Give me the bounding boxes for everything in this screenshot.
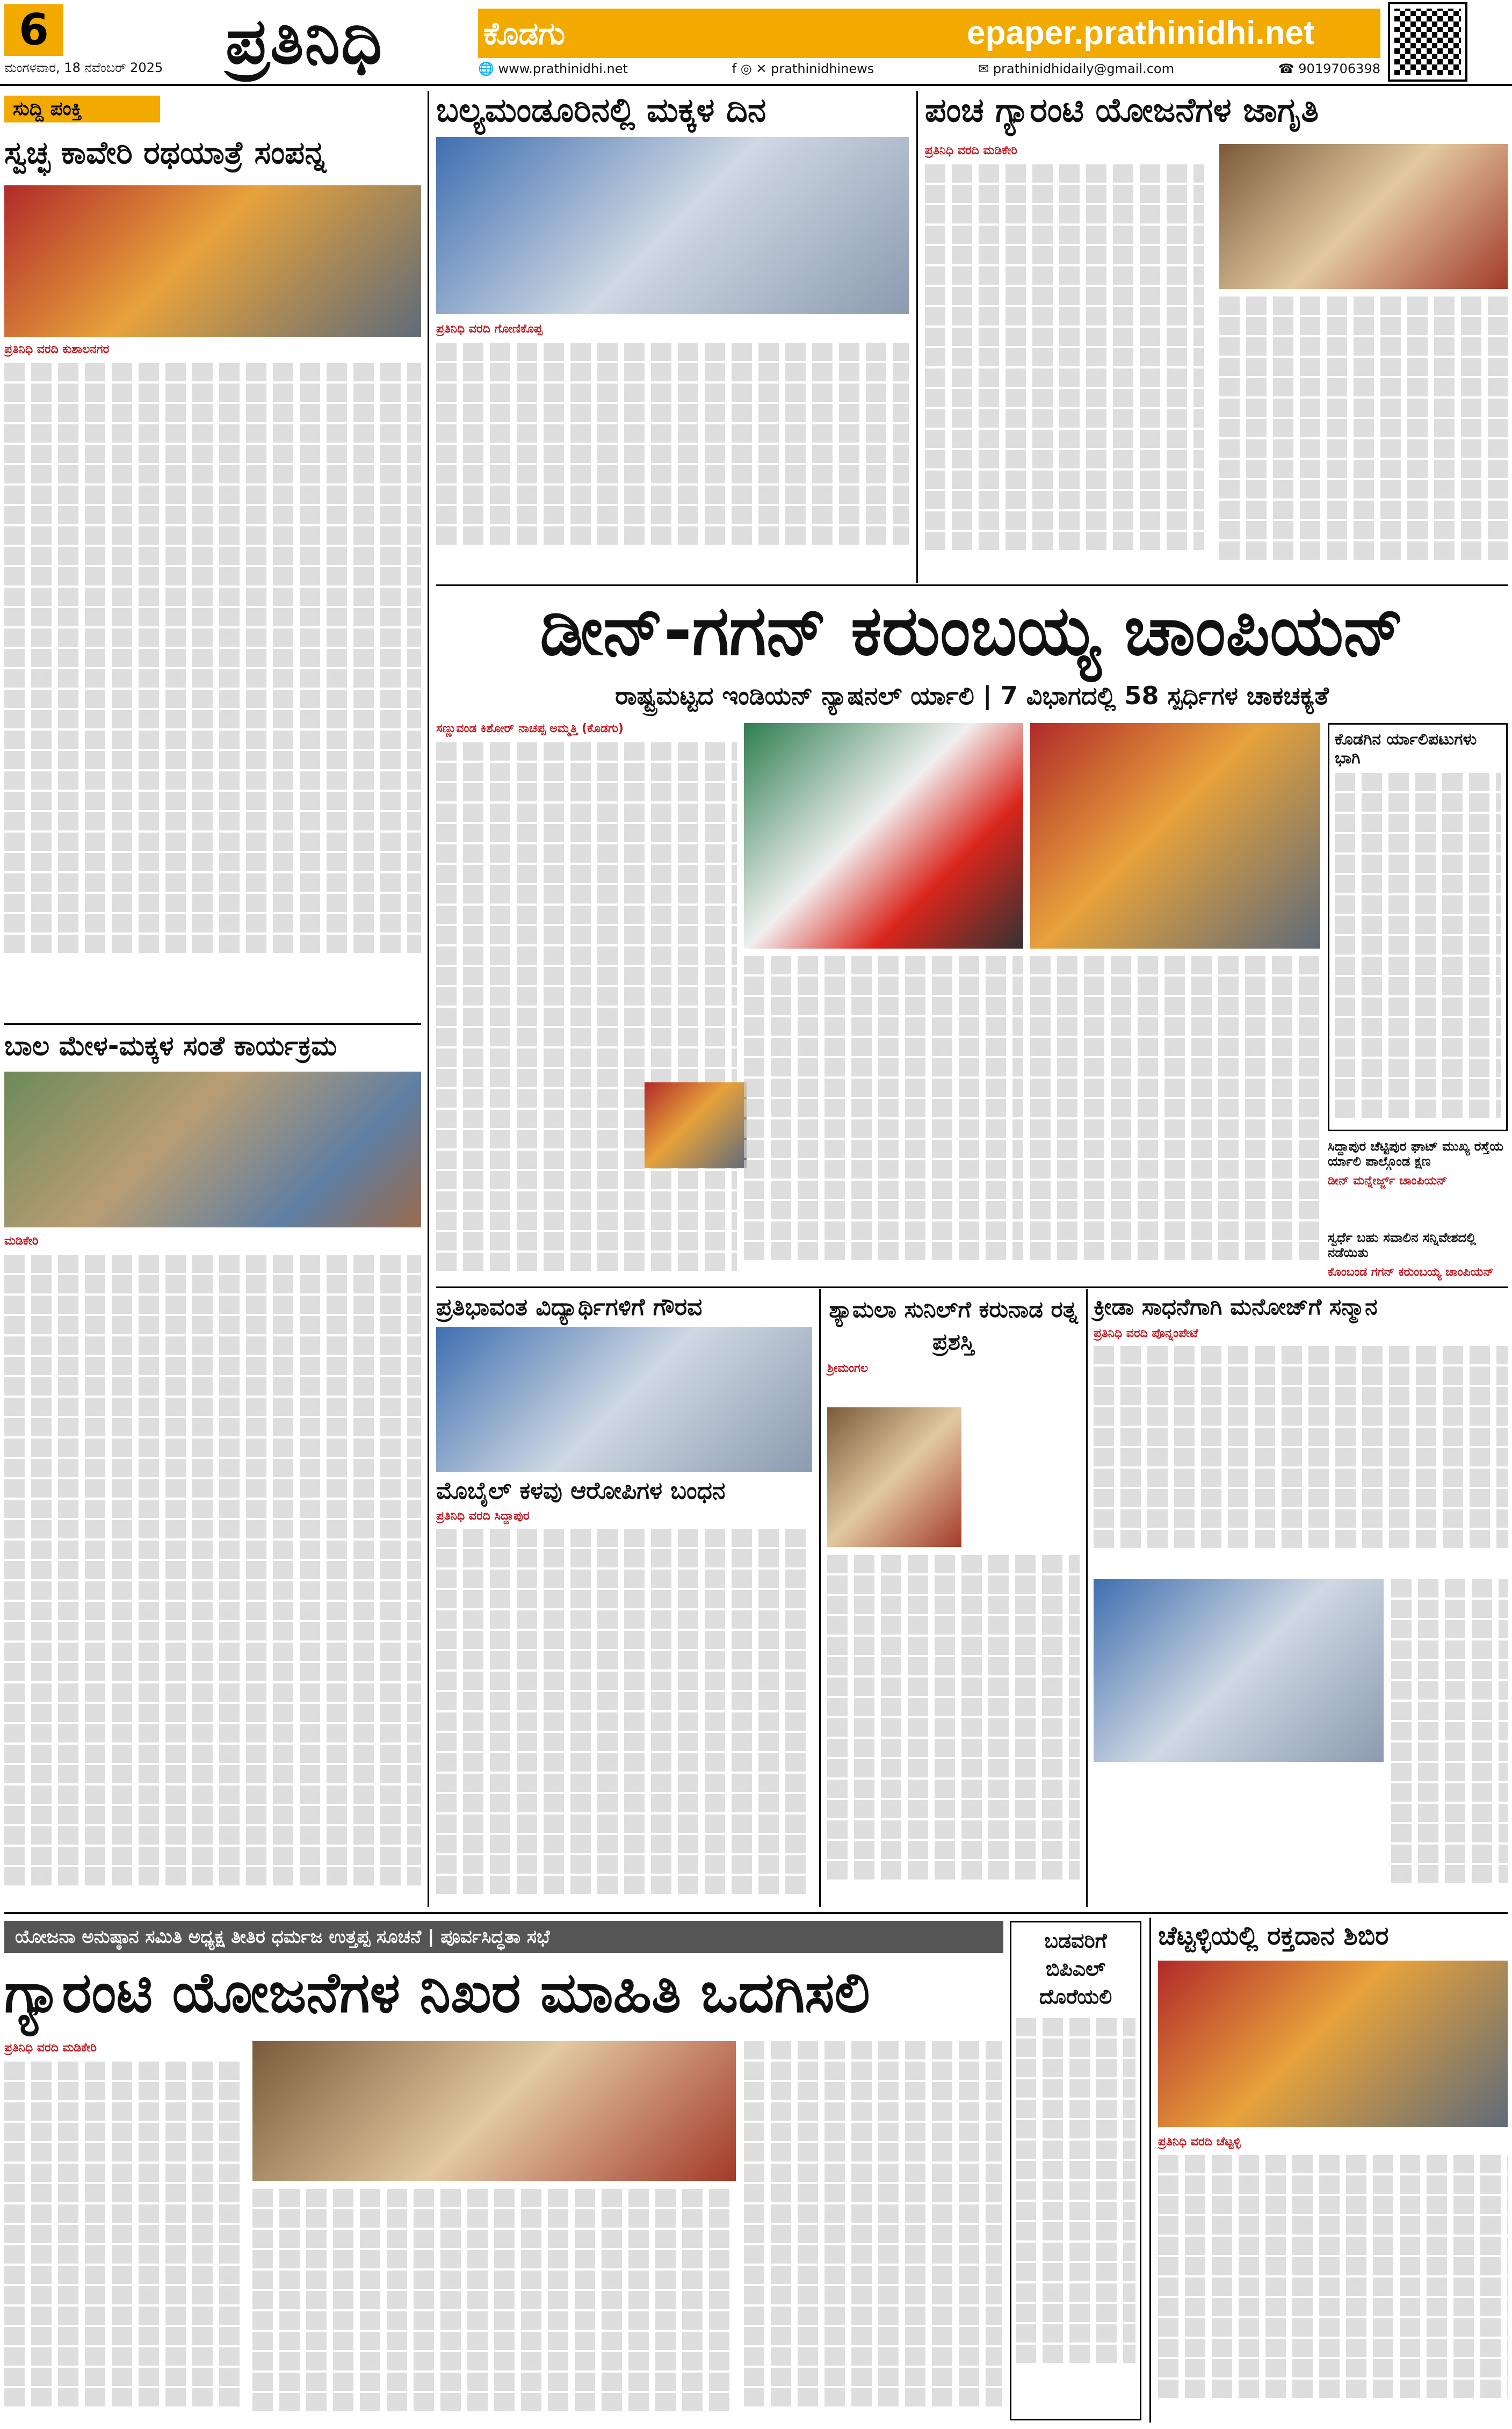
manoj-headline: ಕ್ರೀಡಾ ಸಾಧನೆಗಾಗಿ ಮನೋಜ್‌ಗೆ ಸನ್ಮಾನ (1094, 1293, 1378, 1320)
district-label: ಕೊಡಗು (483, 15, 566, 52)
manoj-body (1094, 1346, 1508, 1572)
rally-photo-podium (744, 723, 1023, 949)
rally-body-2 (744, 956, 1023, 1278)
phone-theft-byline: ಪ್ರತಿನಿಧಿ ವರದಿ ಸಿದ್ದಾಪುರ (436, 1509, 530, 1523)
shyamala-byline: ಶ್ರೀಮಂಗಲ (827, 1362, 869, 1375)
social-icons: f ◎ ✕ prathinidhinews (732, 61, 874, 76)
guarantee-info-byline: ಪ್ರತಿನಿಧಿ ವರದಿ ಮಡಿಕೇರಿ (4, 2041, 97, 2055)
website-link[interactable]: www.prathinidhi.net (498, 61, 628, 76)
guarantee-info-body-3 (744, 2041, 1002, 2420)
column-rule (916, 91, 918, 583)
kaveri-byline: ಪ್ರತಿನಿಧಿ ವರದಿ ಕುಶಾಲನಗರ (4, 343, 110, 356)
guarantee-awareness-photo (1219, 144, 1508, 289)
bpl-sidebar-body (1016, 2018, 1135, 2363)
rally-sidebar-title: ಕೊಡಗಿನ ರ್ಯಾಲಿಪಟುಗಳು ಭಾಗಿ (1335, 730, 1477, 768)
guarantee-info-photo (252, 2041, 736, 2181)
manoj-photo (1094, 1579, 1384, 1762)
newspaper-logo: ಪ್ರತಿನಿಧಿ (226, 3, 384, 78)
students-honour-photo (436, 1327, 812, 1472)
issue-date: ಮಂಗಳವಾರ, 18 ನವೆಂಬರ್ 2025 (4, 60, 163, 75)
students-honour-headline: ಪ್ರತಿಭಾವಂತ ವಿದ್ಯಾರ್ಥಿಗಳಿಗೆ ಗೌರವ (436, 1293, 703, 1321)
quote-text: ಸ್ವರ್ಧೆ ಬಹು ಸವಾಲಿನ ಸನ್ನಿವೇಶದಲ್ಲಿ ನಡೆಯಿತು (1328, 1230, 1477, 1260)
mail-icon: ✉ prathinidhidaily@gmail.com (978, 61, 1174, 76)
manoj-body-2 (1391, 1579, 1508, 1902)
blood-camp-body (1158, 2155, 1508, 2421)
guarantee-info-headline: ಗ್ಯಾರಂಟಿ ಯೋಜನೆಗಳ ನಿಖರ ಮಾಹಿತಿ ಒದಗಿಸಲಿ (4, 1960, 870, 2025)
column-rule (1149, 1918, 1151, 2423)
rally-sidebar-body (1335, 773, 1501, 1118)
bala-mela-byline: ಮಡಿಕೇರಿ (4, 1234, 39, 1248)
quote-author: ಡೀನ್ ಮನ್ನೇರ್ಜ್ಜ್ ಚಾಂಪಿಯನ್ (1328, 1174, 1448, 1188)
rally-body-1 (436, 742, 737, 1279)
guarantee-info-body-2 (252, 2189, 736, 2420)
rally-headline: ಡೀನ್-ಗಗನ್ ಕರುಂಬಯ್ಯ ಚಾಂಪಿಯನ್ (540, 591, 1404, 671)
rally-photo-winners (1030, 723, 1320, 949)
guarantee-awareness-headline: ಪಂಚ ಗ್ಯಾರಂಟಿ ಯೋಜನೆಗಳ ಜಾಗೃತಿ (925, 90, 1319, 129)
childrens-day-byline: ಪ್ರತಿನಿಧಿ ವರದಿ ಗೋಣಿಕೊಪ್ಪ (436, 322, 542, 336)
page-number: 6 (4, 4, 63, 56)
blood-camp-byline: ಪ್ರತಿನಿಧಿ ವರದಿ ಚೆಟ್ಟಳ್ಳಿ (1158, 2135, 1241, 2149)
epaper-url[interactable]: epaper.prathinidhi.net (967, 15, 1315, 52)
divider (4, 1912, 1508, 1914)
rally-quote-2 (1328, 1230, 1508, 1279)
rally-sidebar (1328, 723, 1508, 1131)
shyamala-photo (827, 1407, 961, 1547)
column-rule (819, 1289, 821, 1907)
rally-quote-1 (1328, 1139, 1508, 1188)
bala-mela-headline: ಬಾಲ ಮೇಳ-ಮಕ್ಕಳ ಸಂತೆ ಕಾರ್ಯಕ್ರಮ (4, 1030, 337, 1061)
childrens-day-photo (436, 137, 909, 314)
blood-camp-photo (1158, 1961, 1508, 2127)
childrens-day-headline: ಬಲ್ಯಮಂಡೂರಿನಲ್ಲಿ ಮಕ್ಕಳ ದಿನ (436, 90, 766, 129)
column-rule (1086, 1289, 1088, 1907)
column-tag: ಸುದ್ದಿ ಪಂಕ್ತಿ (4, 96, 160, 122)
quote-author: ಕೊಂಬಂಡ ಗಗನ್ ಕರುಂಬಯ್ಯ ಚಾಂಪಿಯನ್ (1328, 1266, 1494, 1279)
bala-mela-photo (4, 1072, 421, 1227)
blood-camp-headline: ಚೆಟ್ಟಳ್ಳಿಯಲ್ಲಿ ರಕ್ತದಾನ ಶಿಬಿರ (1158, 1921, 1389, 1951)
rally-byline: ಸಣ್ಣುವಂಡ ಕಿಶೋರ್ ನಾಚಪ್ಪ ಅಮ್ಮತ್ತಿ (ಕೊಡಗು) (436, 722, 624, 735)
bala-mela-body (4, 1255, 421, 1905)
shyamala-headline: ಶ್ಯಾಮಲಾ ಸುನಿಲ್‌ಗೆ ಕರುನಾಡ ರತ್ನ ಪ್ರಶಸ್ತಿ (829, 1296, 1078, 1355)
guarantee-awareness-byline: ಪ್ರತಿನಿಧಿ ವರದಿ ಮಡಿಕೇರಿ (925, 144, 1017, 157)
childrens-day-body (436, 343, 909, 568)
quote-text: ಸಿದ್ದಾಪುರ ಚೆಟ್ಟಿಪುರ ಘಾಟ್ ಮುಖ್ಯ ರಸ್ತೆಯ ರ್ಯಾಲಿ ಪಾಲ್ಗೊಂಡ ಕ್ಷಣ (1328, 1139, 1503, 1169)
phone-icon: ☎ 9019706398 (1278, 61, 1380, 76)
masthead-rule (0, 84, 1512, 86)
divider (436, 1286, 1508, 1288)
kaveri-photo (4, 185, 421, 337)
column-rule (428, 91, 429, 1907)
kaveri-headline: ಸ್ವಚ್ಛ ಕಾವೇರಿ ರಥಯಾತ್ರೆ ಸಂಪನ್ನ (4, 134, 327, 171)
email-link[interactable]: prathinidhidaily@gmail.com (993, 61, 1174, 76)
bpl-sidebar (1010, 1921, 1141, 2420)
guarantee-awareness-body (925, 164, 1204, 573)
bpl-sidebar-title: ಬಡವರಿಗೆ ಬಿಪಿಎಲ್ ದೊರೆಯಲಿ (1039, 1929, 1112, 2008)
kaveri-body (4, 363, 421, 973)
rally-body-3 (1030, 956, 1320, 1278)
divider (4, 1023, 421, 1025)
rally-photo-car (645, 1082, 747, 1168)
globe-icon: 🌐 www.prathinidhi.net (478, 61, 628, 76)
manoj-byline: ಪ್ರತಿನಿಧಿ ವರದಿ ಪೊನ್ನಂಪೇಟೆ (1094, 1327, 1198, 1340)
guarantee-info-kicker: ಯೋಜನಾ ಅನುಷ್ಠಾನ ಸಮಿತಿ ಅಧ್ಯಕ್ಷ ತೀತಿರ ಧರ್ಮಜ ಉತ್ತಪ್ಪ ಸೂಚನೆ | ಪೂರ್ವಸಿದ್ಧತಾ ಸಭೆ (4, 1921, 1003, 1953)
shyamala-body (827, 1555, 1080, 1904)
social-handle[interactable]: prathinidhinews (771, 61, 874, 76)
guarantee-awareness-body-2 (1219, 297, 1508, 573)
divider (436, 584, 1508, 586)
phone-theft-headline: ಮೊಬೈಲ್ ಕಳವು ಆರೋಪಿಗಳ ಬಂಧನ (436, 1477, 726, 1505)
phone-number: 9019706398 (1298, 61, 1380, 76)
contact-bar (478, 61, 1380, 76)
rally-subhead: ರಾಷ್ಟ್ರಮಟ್ಟದ ಇಂಡಿಯನ್ ನ್ಯಾಷನಲ್ ರ್ಯಾಲಿ | 7 ವಿಭಾಗದಲ್ಲಿ 58 ಸ್ಪರ್ಧಿಗಳ ಚಾಕಚಕ್ಯತೆ (615, 681, 1329, 710)
qr-code-icon (1390, 4, 1465, 79)
phone-theft-body (436, 1529, 812, 1905)
guarantee-info-body-1 (4, 2062, 246, 2421)
